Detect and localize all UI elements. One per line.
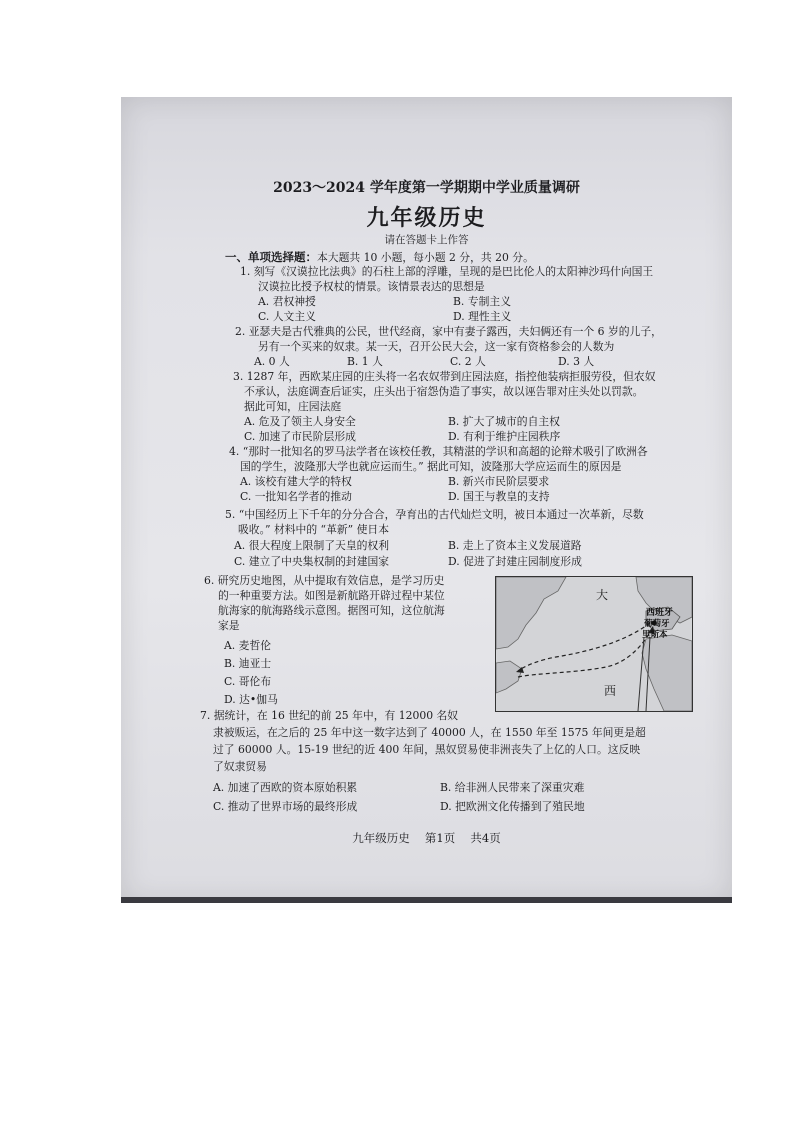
- q6-option-b: B. 迪亚士: [224, 657, 272, 670]
- q3-option-a: A. 危及了领主人身安全: [244, 415, 356, 428]
- q6-stem-1: 6. 研究历史地图，从中提取有效信息，是学习历史: [204, 574, 445, 587]
- q5-option-d: D. 促进了封建庄园制度形成: [448, 555, 582, 568]
- map-label-ocean: 大: [596, 588, 609, 602]
- map-label-spain: 西班牙: [646, 608, 674, 618]
- section-heading: [225, 249, 534, 265]
- q6-option-a: A. 麦哲伦: [224, 639, 272, 652]
- q2-option-a: A. 0 人: [254, 355, 290, 368]
- q7-stem-4: 了奴隶贸易: [213, 760, 267, 773]
- q4-option-b: B. 新兴市民阶层要求: [448, 475, 550, 488]
- voyage-route-map: [495, 576, 693, 712]
- q2-option-c: C. 2 人: [450, 355, 486, 368]
- q2-stem-2: 另有一个买来的奴隶。某一天，召开公民大会，这一家有资格参会的人数为: [258, 340, 615, 353]
- q3-stem-1: 3. 1287 年，西欧某庄园的庄头将一名农奴带到庄园法庭，指控他装病拒服劳役，但农奴: [233, 370, 656, 383]
- q1-stem-2: 汉谟拉比授予权杖的情景。该情景表达的思想是: [258, 280, 485, 293]
- q7-stem-1: 7. 据统计，在 16 世纪的前 25 年中，有 12000 名奴: [200, 709, 459, 722]
- q1-option-a: A. 君权神授: [258, 295, 316, 308]
- q3-option-c: C. 加速了市民阶层形成: [244, 430, 356, 443]
- q5-option-c: C. 建立了中央集权制的封建国家: [234, 555, 390, 568]
- q2-option-d: D. 3 人: [558, 355, 595, 368]
- q5-stem-2: 吸收。” 材料中的 “革新” 使日本: [238, 523, 390, 536]
- q6-stem-3: 航海家的航海路线示意图。据图可知，这位航海: [218, 604, 445, 617]
- exam-title: 九年级历史: [366, 205, 487, 231]
- q4-option-d: D. 国王与教皇的支持: [448, 490, 550, 503]
- section-title: 一、单项选择题：: [225, 250, 317, 264]
- q7-option-d: D. 把欧洲文化传播到了殖民地: [440, 800, 585, 813]
- map-label-portugal: 葡萄牙: [644, 619, 670, 629]
- q1-option-c: C. 人文主义: [258, 310, 316, 323]
- q2-stem-1: 2. 亚瑟夫是古代雅典的公民，世代经商，家中有妻子露西，夫妇俩还有一个 6 岁的儿子，: [235, 325, 662, 338]
- q4-stem-1: 4. “那时一批知名的罗马法学者在该校任教，其精湛的学识和高超的论辩术吸引了欧洲各: [229, 445, 648, 458]
- q5-stem-1: 5. “中国经历上下千年的分分合合，孕育出的古代灿烂文明，被日本通过一次革新，尽数: [225, 508, 644, 521]
- q1-stem-1: 1. 刻写《汉谟拉比法典》的石柱上部的浮雕，呈现的是巴比伦人的太阳神沙玛什向国王: [240, 265, 654, 278]
- exam-header: 2023～2024 学年度第一学期期中学业质量调研: [273, 180, 580, 196]
- map-label-lisbon: 里斯本: [642, 630, 668, 640]
- q7-stem-3: 过了 60000 人。15-19 世纪的近 400 年间，黑奴贸易使非洲丧失了上亿的人口。这反映: [213, 743, 641, 756]
- q2-option-b: B. 1 人: [347, 355, 383, 368]
- q5-option-a: A. 很大程度上限制了天皇的权利: [234, 539, 390, 552]
- q7-stem-2: 隶被贩运，在之后的 25 年中这一数字达到了 40000 人，在 1550 年至 1575 年间更是超: [213, 726, 646, 739]
- q6-stem-2: 的一种重要方法。如图是新航路开辟过程中某位: [218, 589, 445, 602]
- q6-option-c: C. 哥伦布: [224, 675, 272, 688]
- q1-option-b: B. 专制主义: [453, 295, 511, 308]
- q6-stem-4: 家是: [218, 619, 240, 632]
- q4-option-c: C. 一批知名学者的推动: [240, 490, 352, 503]
- q7-option-a: A. 加速了西欧的资本原始积累: [213, 781, 358, 794]
- page-footer: 九年级历史 第1页 共4页: [352, 831, 501, 845]
- q6-option-d: D. 达•伽马: [224, 693, 278, 706]
- map-label-sea: 西: [604, 684, 617, 698]
- q5-option-b: B. 走上了资本主义发展道路: [448, 539, 582, 552]
- exam-instruction: 请在答题卡上作答: [384, 234, 469, 246]
- q3-option-d: D. 有利于维护庄园秩序: [448, 430, 561, 443]
- section-desc: 本大题共 10 小题，每小题 2 分，共 20 分。: [317, 251, 534, 264]
- q3-stem-3: 据此可知，庄园法庭: [244, 400, 342, 413]
- q4-option-a: A. 该校有建大学的特权: [240, 475, 352, 488]
- q3-stem-2: 不承认，法庭调查后证实，庄头出于宿怨伪造了事实，故以诬告罪对庄头处以罚款。: [244, 385, 644, 398]
- map-graphic: [496, 577, 692, 711]
- exam-paper-photo: [121, 97, 732, 903]
- q7-option-c: C. 推动了世界市场的最终形成: [213, 800, 358, 813]
- q7-option-b: B. 给非洲人民带来了深重灾难: [440, 781, 585, 794]
- q4-stem-2: 国的学生，波隆那大学也就应运而生。” 据此可知，波隆那大学应运而生的原因是: [240, 460, 622, 473]
- q3-option-b: B. 扩大了城市的自主权: [448, 415, 560, 428]
- q1-option-d: D. 理性主义: [453, 310, 512, 323]
